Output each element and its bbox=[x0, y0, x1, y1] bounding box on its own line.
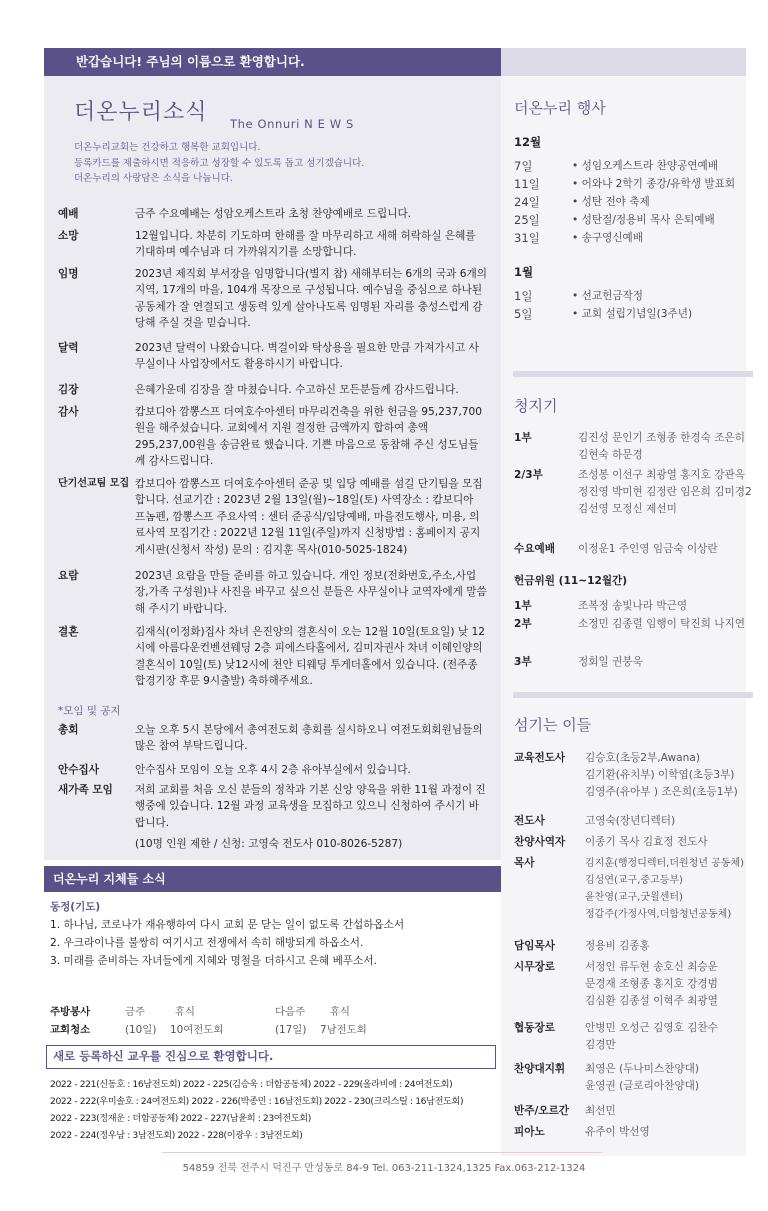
duty-who: 10여전도회 bbox=[170, 1024, 224, 1036]
servant-name-line: 안병민 오성근 김영호 김찬수 bbox=[585, 1022, 718, 1034]
steward-names: 조성봉 이선구 최광열 홍지호 강관옥 정진영 박미현 김정란 임은희 김미경2 김선영 모정신 제선미 bbox=[578, 469, 752, 515]
servant-name-line: 문경재 조형종 홍지호 강경범 bbox=[585, 978, 718, 990]
servant-name-line: 김지훈(행정디렉터,더원청년 공동체) bbox=[585, 858, 745, 869]
servant-name-line: 최영은 (두나미스찬양대) bbox=[585, 1063, 699, 1075]
offering-names: 조복정 송빛나라 박근영 bbox=[578, 600, 688, 612]
servant-label: 찬양대지휘 bbox=[514, 1063, 566, 1075]
prayer-list bbox=[50, 916, 490, 970]
duty-week: 금주 bbox=[125, 1006, 146, 1018]
item-label: 달력 bbox=[58, 342, 79, 354]
branch-news-bar: 더온누리 지체들 소식 bbox=[44, 866, 501, 892]
servant-names bbox=[585, 959, 755, 1010]
event-day: 1일 bbox=[514, 289, 533, 303]
member-line: 2022 - 224(정우남 : 3남전도회) 2022 - 228(이광우 : 3남전도회) bbox=[50, 1130, 303, 1141]
item-text: 김재식(이정화)집사 차녀 은진양의 결혼식이 오는 12월 10일(토요일) 낮 12시에 아름다운컨벤션웨딩 2층 피에스타홀에서, 김미자권사 차녀 이혜인양의 결혼식이 10일(토) 낮12시에 천안 티웨딩 투게더홀에서 있습니다. (전주종합경기장 후문 9시출발) 축하해주세요. bbox=[135, 626, 485, 688]
servants-title: 섬기는 이들 bbox=[514, 716, 592, 734]
welcome-banner: 반갑습니다! 주님의 이름으로 환영합니다. bbox=[44, 48, 501, 76]
section-divider bbox=[513, 692, 753, 698]
member-line: 2022 - 221(신동호 : 16남전도회) 2022 - 225(김승욱 : 더함공동체) 2022 - 229(올라비에 : 24여전도회) bbox=[50, 1079, 453, 1090]
servant-names bbox=[585, 750, 755, 801]
servant-label: 목사 bbox=[514, 857, 535, 869]
news-intro bbox=[74, 140, 474, 187]
item-text: 안수집사 모임이 오늘 오후 4시 2층 유아부실에서 있습니다. bbox=[135, 764, 411, 776]
item-text: 2023년 달력이 나왔습니다. 벽걸이와 탁상용을 필요한 만큼 가져가시고 사무실이나 사업장에서도 활용하시기 바랍니다. bbox=[135, 342, 479, 371]
servant-name-line: 김기환(유치부) 이학엽(초등3부) bbox=[585, 769, 735, 781]
steward-label: 1부 bbox=[514, 432, 532, 444]
servant-label: 협동장로 bbox=[514, 1022, 555, 1034]
item-label: 소망 bbox=[58, 230, 79, 242]
item-label: 총회 bbox=[58, 724, 79, 736]
offering-label: 2부 bbox=[514, 618, 532, 630]
item-text: 저희 교회를 처음 오신 분들의 정착과 기본 신앙 양육을 위한 11월 과정이 진행중에 있습니다. 12월 과정 교육생을 모집하고 있으니 신청하여 주시기 바랍니다. bbox=[135, 784, 486, 829]
prayer-heading: 동정(기도) bbox=[50, 901, 101, 913]
news-title: 더온누리소식 bbox=[74, 100, 208, 125]
servant-names bbox=[585, 834, 755, 851]
duty-label: 주방봉사 bbox=[50, 1006, 91, 1018]
servant-label: 교육전도사 bbox=[514, 752, 566, 764]
event-text: • 교회 설립기념일(3주년) bbox=[572, 308, 693, 320]
item-text: 금주 수요예배는 성암오케스트라 초청 찬양예배로 드립니다. bbox=[135, 208, 412, 220]
servant-names bbox=[585, 1103, 755, 1120]
duty-week: (17일) bbox=[275, 1024, 307, 1036]
event-text: • 성임오케스트라 찬양공연예배 bbox=[572, 160, 719, 172]
event-text: • 송구영신예배 bbox=[572, 232, 644, 244]
events-title: 더온누리 행사 bbox=[514, 99, 606, 117]
servant-name-line: 정갑주(가정사역,더함청년공동체) bbox=[585, 909, 732, 920]
event-text: • 선교헌금작정 bbox=[572, 290, 644, 302]
meeting-heading: *모임 및 공지 bbox=[58, 705, 121, 717]
item-text: 2023년 제직회 부서장을 임명합니다(별지 참) 새해부터는 6개의 국과 6개의 지역, 17개의 마을, 104개 목장으로 구성됩니다. 예수님을 중심으로 하나된 공동체가 잘 연결되고 생동력 있게 살아나도록 임명된 자리를 충성스럽게 감당해 주실 것을 믿습니다. bbox=[135, 268, 487, 330]
servant-label: 반주/오르간 bbox=[514, 1105, 570, 1117]
intro-line: 등록카드를 제출하시면 적응하고 성장할 수 있도록 돕고 섬기겠습니다. bbox=[74, 157, 365, 169]
steward-label: 수요예배 bbox=[514, 543, 555, 555]
servant-label: 전도사 bbox=[514, 815, 545, 827]
intro-line: 더온누리의 사랑담은 소식을 나눕니다. bbox=[74, 173, 233, 184]
item-label: 새가족 모임 bbox=[58, 784, 113, 796]
servant-names bbox=[585, 1061, 755, 1095]
item-text: (10명 인원 제한 / 신청: 고영숙 전도사 010-8026-5287) bbox=[135, 838, 403, 850]
servant-name-line: 최선민 bbox=[585, 1105, 616, 1117]
offering-names: 정회일 권붕욱 bbox=[578, 656, 643, 668]
steward-names: 이정운1 주인영 임금숙 이상란 bbox=[578, 543, 718, 555]
servant-name-line: 이종기 목사 김효정 전도사 bbox=[585, 836, 708, 848]
event-text: • 어와나 2학기 종강/유학생 발표회 bbox=[572, 178, 736, 190]
item-text: 12월입니다. 차분히 기도하며 한해를 잘 마무리하고 새해 허락하실 은혜를 기대하며 예수님과 더 가까워지기를 소망합니다. bbox=[135, 230, 476, 259]
item-label: 단기선교팀 모집 bbox=[58, 478, 130, 489]
item-label: 예배 bbox=[58, 208, 79, 220]
item-label: 안수집사 bbox=[58, 764, 99, 776]
stewards-title: 청지기 bbox=[514, 397, 558, 415]
member-line: 2022 - 223(정재운 : 더함공동체) 2022 - 227(남윤희 : 23여전도회) bbox=[50, 1113, 311, 1124]
section-divider bbox=[513, 371, 753, 377]
new-members-heading: 새로 등록하신 교우를 진심으로 환영합니다. bbox=[46, 1045, 496, 1069]
servant-label: 찬양사역자 bbox=[514, 836, 566, 848]
item-text: 캄보디아 깜뽕스프 더여호수아센터 마무리건축을 위한 헌금을 95,237,700원을 해주셨습니다. 교회에서 지원 결정한 금액까지 합하여 총액 295,237,00원을 송금완료 했습니다. 기쁜 마음으로 동참해 주신 성도님들께 감사드립니다. bbox=[135, 406, 482, 468]
servant-names bbox=[585, 1020, 755, 1054]
prayer-item: 1. 하나님, 코로나가 재유행하여 다시 교회 문 닫는 일이 없도록 간섭하옵소서 bbox=[50, 919, 405, 931]
item-label: 결혼 bbox=[58, 626, 79, 638]
servant-names bbox=[585, 855, 760, 923]
offering-label: 3부 bbox=[514, 656, 532, 668]
item-text: 캄보디아 깜뽕스프 더여호수아센터 준공 및 입당 예배를 섬길 단기팀을 모집합니다. 선교기간 : 2023년 2월 13일(월)~18일(토) 사역장소 : 캄보디아 프놈펜, 깜뽕스프 주요사역 : 센터 준공식/입당예배, 마을전도행사, 미용, 의료사역 모집기간 : 2022년 12월 11일(주일)까지 신청방법 : 홈페이지 공지 게시판(신청서 작성) 문의 : 김지훈 목사(010-5025-1824) bbox=[135, 478, 483, 556]
steward-names: 김진성 문인기 조형종 한경숙 조은히 김현숙 하문경 bbox=[578, 432, 745, 461]
item-text: 은혜가운데 김장을 잘 마쳤습니다. 수고하신 모든분들께 감사드립니다. bbox=[135, 384, 459, 396]
duty-who: 휴식 bbox=[175, 1006, 196, 1018]
servant-name-line: 김경만 bbox=[585, 1039, 616, 1051]
servant-name-line: 김승호(초등2부,Awana) bbox=[585, 752, 700, 764]
event-day: 7일 bbox=[514, 159, 533, 173]
servant-name-line: 김성연(교구,중고등부) bbox=[585, 875, 683, 886]
event-day: 31일 bbox=[514, 231, 540, 245]
servant-names bbox=[585, 1124, 755, 1141]
news-subtitle: The Onnuri N E W S bbox=[230, 117, 354, 131]
servant-name-line: 정용비 김종홍 bbox=[585, 940, 650, 952]
month-heading: 12월 bbox=[514, 135, 542, 149]
steward-label: 2/3부 bbox=[514, 469, 543, 481]
footer-address: 54859 전북 전주시 덕진구 만성동로 84-9 Tel. 063-211-1324,1325 Fax.063-212-1324 bbox=[182, 1163, 586, 1174]
servant-label: 시무장로 bbox=[514, 961, 555, 973]
item-label: 요람 bbox=[58, 570, 79, 582]
servant-name-line: 고영숙(장년디렉터) bbox=[585, 815, 676, 827]
item-text: 2023년 요람을 만들 준비를 하고 있습니다. 개인 정보(전화번호,주소,사업장,가족 구성원)나 사진을 바꾸고 싶으신 분들은 사무실이나 교역자에게 말씀해 주시기 바랍니다. bbox=[135, 570, 487, 615]
duty-label: 교회청소 bbox=[50, 1024, 91, 1036]
servant-name-line: 김영주(유아부 ) 조은희(초등1부) bbox=[585, 786, 738, 798]
top-right-bar bbox=[501, 48, 746, 76]
footer-divider bbox=[162, 1152, 602, 1153]
event-text: • 성탄 전야 축제 bbox=[572, 196, 650, 208]
offering-names: 소정민 김종렬 임행이 탁진희 나지연 bbox=[578, 618, 745, 630]
offering-heading: 헌금위원 (11~12월간) bbox=[514, 575, 628, 587]
item-label: 임명 bbox=[58, 268, 79, 280]
servant-names bbox=[585, 938, 755, 955]
servant-names bbox=[585, 813, 755, 830]
item-label: 감사 bbox=[58, 406, 79, 418]
servant-label: 피아노 bbox=[514, 1126, 545, 1138]
servant-name-line: 윤영권 (글로리아찬양대) bbox=[585, 1080, 699, 1092]
prayer-item: 3. 미래를 준비하는 자녀들에게 지혜와 명철을 더하시고 은혜 베푸소서. bbox=[50, 955, 377, 967]
event-day: 11일 bbox=[514, 177, 540, 191]
servant-name-line: 윤찬영(교구,굿윌센터) bbox=[585, 892, 683, 903]
event-day: 5일 bbox=[514, 307, 533, 321]
duty-week: (10일) bbox=[125, 1024, 157, 1036]
duty-who: 7남전도회 bbox=[320, 1024, 367, 1036]
servant-name-line: 김심환 김종설 이혁주 최광열 bbox=[585, 995, 718, 1007]
item-label: 김장 bbox=[58, 384, 79, 396]
new-members-list bbox=[50, 1076, 463, 1144]
item-text: 오늘 오후 5시 본당에서 총여전도회 총회를 실시하오니 여전도회회원님들의 많은 참여 부탁드립니다. bbox=[135, 724, 483, 753]
event-day: 25일 bbox=[514, 213, 540, 227]
event-day: 24일 bbox=[514, 195, 540, 209]
prayer-item: 2. 우크라이나를 불쌍히 여기시고 전쟁에서 속히 해방되게 하옵소서. bbox=[50, 937, 364, 949]
intro-line: 더온누리교회는 건강하고 행복한 교회입니다. bbox=[74, 142, 261, 153]
event-text: • 성탄절/정용비 목사 은퇴예배 bbox=[572, 214, 715, 226]
month-heading: 1월 bbox=[514, 265, 534, 279]
duty-who: 휴식 bbox=[330, 1006, 351, 1018]
duty-week: 다음주 bbox=[275, 1006, 306, 1018]
servant-name-line: 유주이 박선영 bbox=[585, 1126, 650, 1138]
offering-label: 1부 bbox=[514, 600, 532, 612]
servant-name-line: 서정인 류두현 송호신 최승운 bbox=[585, 961, 718, 973]
servant-label: 담임목사 bbox=[514, 940, 555, 952]
member-line: 2022 - 222(우미솔호 : 24여전도회) 2022 - 226(박종민 : 16남전도회) 2022 - 230(크리스틸 : 16남전도회) bbox=[50, 1096, 464, 1107]
